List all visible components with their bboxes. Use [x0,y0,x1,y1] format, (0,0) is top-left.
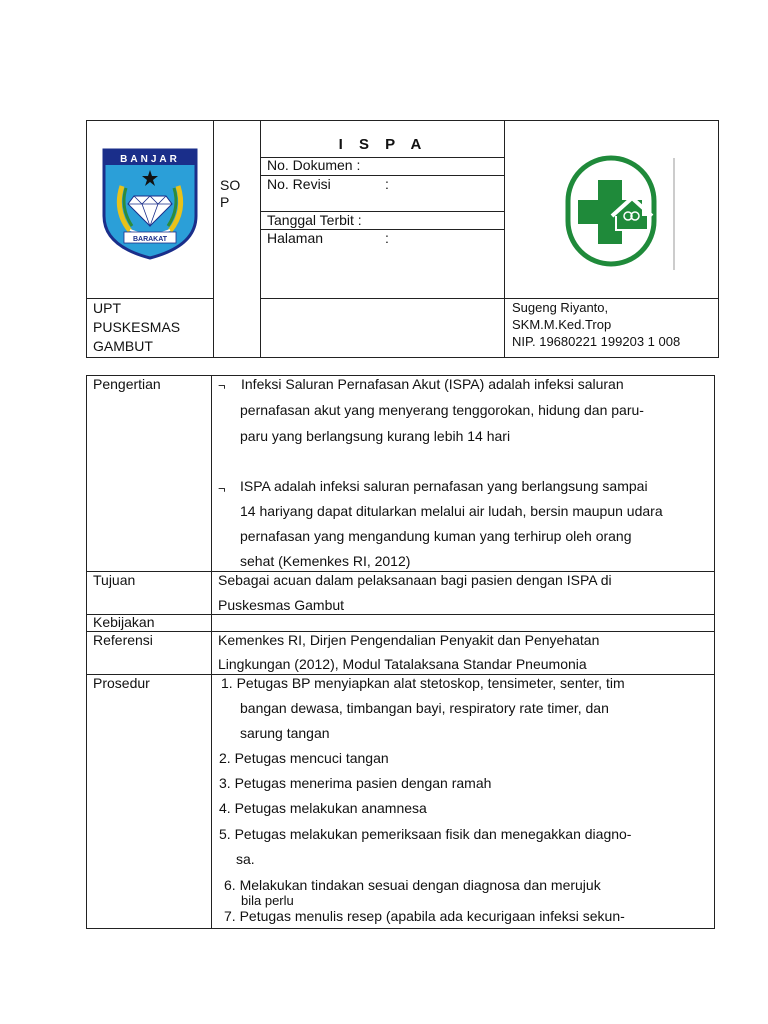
pengertian-p2-line3: pernafasan yang mengandung kuman yang terhirup oleh orang [240,528,632,544]
logo-banner-text: BANJAR [120,154,180,165]
tujuan-label: Tujuan [93,572,136,588]
banjar-logo [100,146,200,261]
prosedur-step-7: 7. Petugas menulis resep (apabila ada kecurigaan infeksi sekun- [224,908,625,924]
bullet-2: ¬ [218,481,226,496]
referensi-line2: Lingkungan (2012), Modul Tatalaksana Standar Pneumonia [218,656,587,672]
prosedur-step-1-line1: 1. Petugas BP menyiapkan alat stetoskop, tensimeter, senter, tim [221,675,625,691]
prosedur-step-1-line3: sarung tangan [240,725,330,741]
signatory-title: SKM.M.Ked.Trop [512,317,612,332]
tujuan-line2: Puskesmas Gambut [218,597,345,613]
org-line-3: GAMBUT [93,338,153,354]
tanggal-terbit-label: Tanggal Terbit : [267,212,362,228]
tujuan-line1: Sebagai acuan dalam pelaksanaan bagi pasien dengan ISPA di [218,572,612,588]
pengertian-p1-line1: Infeksi Saluran Pernafasan Akut (ISPA) adalah infeksi saluran [241,376,624,392]
halaman-colon: : [385,230,389,246]
pengertian-p1-line2: pernafasan akut yang menyerang tenggorokan, hidung dan paru- [240,402,644,418]
no-revisi-colon: : [385,176,389,192]
prosedur-label: Prosedur [93,675,150,691]
sop-label-2: P [220,194,230,210]
logo-ribbon-text: BARAKAT [132,236,168,243]
org-line-1: UPT [93,300,121,316]
no-dokumen-label: No. Dokumen : [267,157,361,173]
no-revisi-label: No. Revisi [267,176,331,192]
kebijakan-label: Kebijakan [93,614,155,630]
pengertian-label: Pengertian [93,376,161,392]
prosedur-step-4: 4. Petugas melakukan anamnesa [219,800,427,816]
prosedur-step-3: 3. Petugas menerima pasien dengan ramah [219,775,492,791]
prosedur-step-5-line1: 5. Petugas melakukan pemeriksaan fisik dan menegakkan diagno- [219,826,632,842]
prosedur-step-1-line2: bangan dewasa, timbangan bayi, respiratory rate timer, dan [240,700,609,716]
prosedur-step-5-line2: sa. [236,851,255,867]
pengertian-p1-line3: paru yang berlangsung kurang lebih 14 hari [240,428,511,444]
prosedur-step-6-line2: bila perlu [241,893,294,908]
bullet-1: ¬ [218,378,226,393]
pengertian-p2-line1: ISPA adalah infeksi saluran pernafasan yang berlangsung sampai [240,478,648,494]
prosedur-step-6-line1: 6. Melakukan tindakan sesuai dengan diagnosa dan merujuk [224,877,601,893]
org-line-2: PUSKESMAS [93,319,181,335]
pengertian-p2-line4: sehat (Kemenkes RI, 2012) [240,553,411,569]
referensi-label: Referensi [93,632,153,648]
signatory-name: Sugeng Riyanto, [512,300,609,315]
document-title: I S P A [338,136,428,153]
sop-label-1: SO [220,177,241,193]
puskesmas-logo [560,150,684,274]
signatory-nip: NIP. 19680221 199203 1 008 [512,334,681,349]
pengertian-p2-line2: 14 hariyang dapat ditularkan melalui air ludah, bersin maupun udara [240,503,663,519]
referensi-line1: Kemenkes RI, Dirjen Pengendalian Penyakit dan Penyehatan [218,632,600,648]
halaman-label: Halaman [267,230,324,246]
prosedur-step-2: 2. Petugas mencuci tangan [219,750,389,766]
